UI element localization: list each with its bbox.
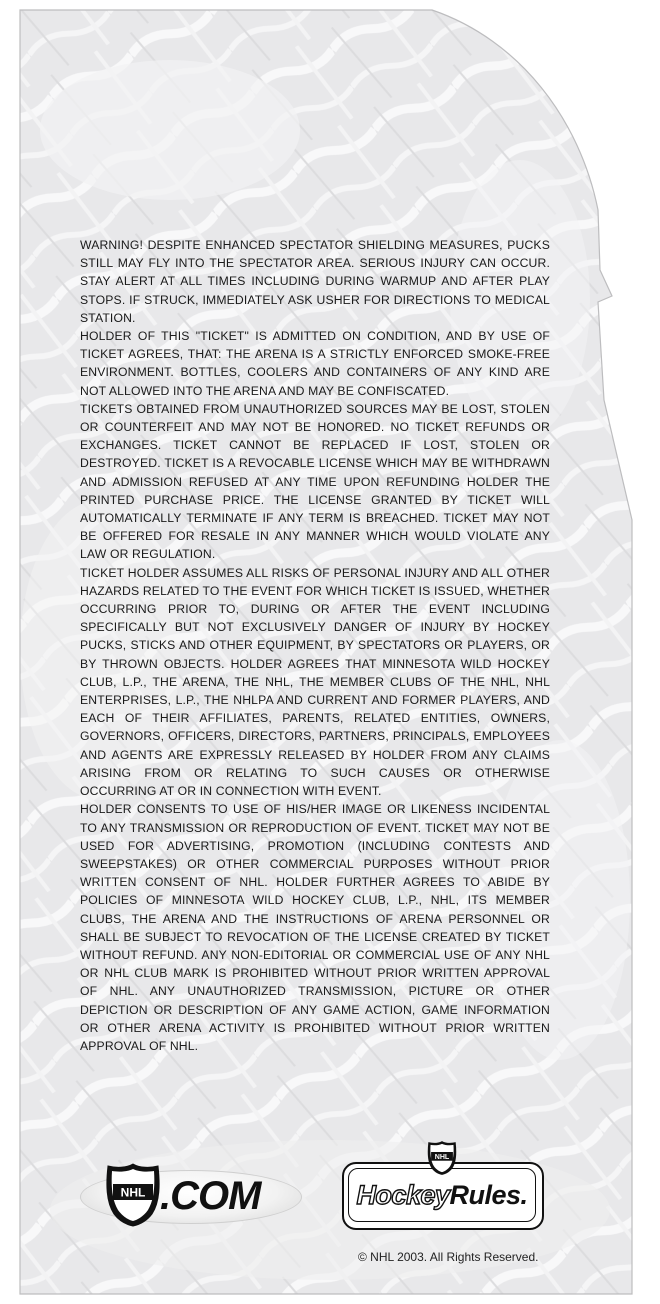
risk-assumption-paragraph: TICKET HOLDER ASSUMES ALL RISKS OF PERSONAL INJURY AND ALL OTHER HAZARDS RELATED TO THE EVENT FOR WHICH TICKET IS ISSUED, WHETHER OCCURRING PRIOR TO, DURING OR AFTER THE EVENT INCLUDING SPECIFICALLY BUT NOT EXCLUSIVELY DANGER OF INJURY BY HOCKEY PUCKS, STICKS AND OTHER EQUIPMENT, BY SPECTATORS OR PLAYERS, OR BY THROWN OBJECTS. HOLDER AGREES THAT MINNESOTA WILD HOCKEY CLUB, L.P., THE ARENA, THE NHL, THE MEMBER CLUBS OF THE NHL, NHL ENTERPRISES, L.P., THE NHLPA AND CURRENT AND FORMER PLAYERS, AND EACH OF THEIR AFFILIATES, PARENTS, RELATED ENTITIES, OWNERS, GOVERNORS, OFFICERS, DIRECTORS, PARTNERS, PRINCIPALS, EMPLOYEES AND AGENTS ARE EXPRESSLY RELEASED BY HOLDER FROM ANY CLAIMS ARISING FROM OR RELATING TO SUCH CAUSES OR OTHERWISE OCCURRING AT OR IN CONNECTION WITH EVENT. <box>80 565 550 799</box>
hockey-rules-logo <box>342 1140 544 1232</box>
nhl-shield-icon <box>104 1162 162 1228</box>
ticket-validity-paragraph: TICKETS OBTAINED FROM UNAUTHORIZED SOURCES MAY BE LOST, STOLEN OR COUNTERFEIT AND MAY NOT BE HONORED. NO TICKET REFUNDS OR EXCHANGES. TICKET CANNOT BE REPLACED IF LOST, STOLEN OR DESTROYED. TICKET IS A REVOCABLE LICENSE WHICH MAY BE WITHDRAWN AND ADMISSION REFUSED AT ANY TIME UPON REFUNDING HOLDER THE PRINTED PURCHASE PRICE. THE LICENSE GRANTED BY TICKET WILL AUTOMATICALLY TERMINATE IF ANY TERM IS BREACHED. TICKET MAY NOT BE OFFERED FOR RESALE IN ANY MANNER WHICH WOULD VIOLATE ANY LAW OR REGULATION. <box>80 401 550 562</box>
nhl-small-shield-icon <box>426 1140 458 1176</box>
nhl-com-logo <box>80 1160 300 1230</box>
admission-conditions-paragraph: HOLDER OF THIS "TICKET" IS ADMITTED ON CONDITION, AND BY USE OF TICKET AGREES, THAT: THE ARENA IS A STRICTLY ENFORCED SMOKE-FREE ENVIRONMENT. BOTTLES, COOLERS AND CONTAINERS OF ANY KIND ARE NOT ALLOWED INTO THE ARENA AND MAY BE CONFISCATED. <box>80 329 550 398</box>
dotcom-text: .COM <box>160 1174 261 1218</box>
hockey-word: Hockey <box>356 1180 450 1210</box>
warning-paragraph: WARNING! DESPITE ENHANCED SPECTATOR SHIELDING MEASURES, PUCKS STILL MAY FLY INTO THE SPECTATOR AREA. SERIOUS INJURY CAN OCCUR. STAY ALERT AT ALL TIMES INCLUDING DURING WARMUP AND AFTER PLAY STOPS. IF STRUCK, IMMEDIATELY ASK USHER FOR DIRECTIONS TO MEDICAL STATION. <box>80 238 550 325</box>
copyright-notice: © NHL 2003. All Rights Reserved. <box>358 1250 539 1264</box>
nhl-shield-text: NHL <box>120 1185 146 1200</box>
rules-period: . <box>520 1180 528 1210</box>
nhl-small-shield-text: NHL <box>434 1153 450 1162</box>
likeness-consent-paragraph: HOLDER CONSENTS TO USE OF HIS/HER IMAGE OR LIKENESS INCIDENTAL TO ANY TRANSMISSION OR REPRODUCTION OF EVENT. TICKET MAY NOT BE USED FOR ADVERTISING, PROMOTION (INCLUDING CONTESTS AND SWEEPSTAKES) OR OTHER COMMERCIAL PURPOSES WITHOUT PRIOR WRITTEN CONSENT OF NHL. HOLDER FURTHER AGREES TO ABIDE BY POLICIES OF MINNESOTA WILD HOCKEY CLUB, L.P., NHL, ITS MEMBER CLUBS, THE ARENA AND THE INSTRUCTIONS OF ARENA PERSONNEL OR SHALL BE SUBJECT TO REVOCATION OF THE LICENSE CREATED BY TICKET WITHOUT REFUND. ANY NON-EDITORIAL OR COMMERCIAL USE OF ANY NHL OR NHL CLUB MARK IS PROHIBITED WITHOUT PRIOR WRITTEN APPROVAL OF NHL. ANY UNAUTHORIZED TRANSMISSION, PICTURE OR OTHER DEPICTION OR DESCRIPTION OF ANY GAME ACTION, GAME INFORMATION OR OTHER ARENA ACTIVITY IS PROHIBITED WITHOUT PRIOR WRITTEN APPROVAL OF NHL. <box>80 802 550 1053</box>
hockey-rules-wordmark <box>352 1180 532 1210</box>
ticket-legal-text <box>80 236 550 1055</box>
rules-word: Rules <box>449 1180 521 1210</box>
